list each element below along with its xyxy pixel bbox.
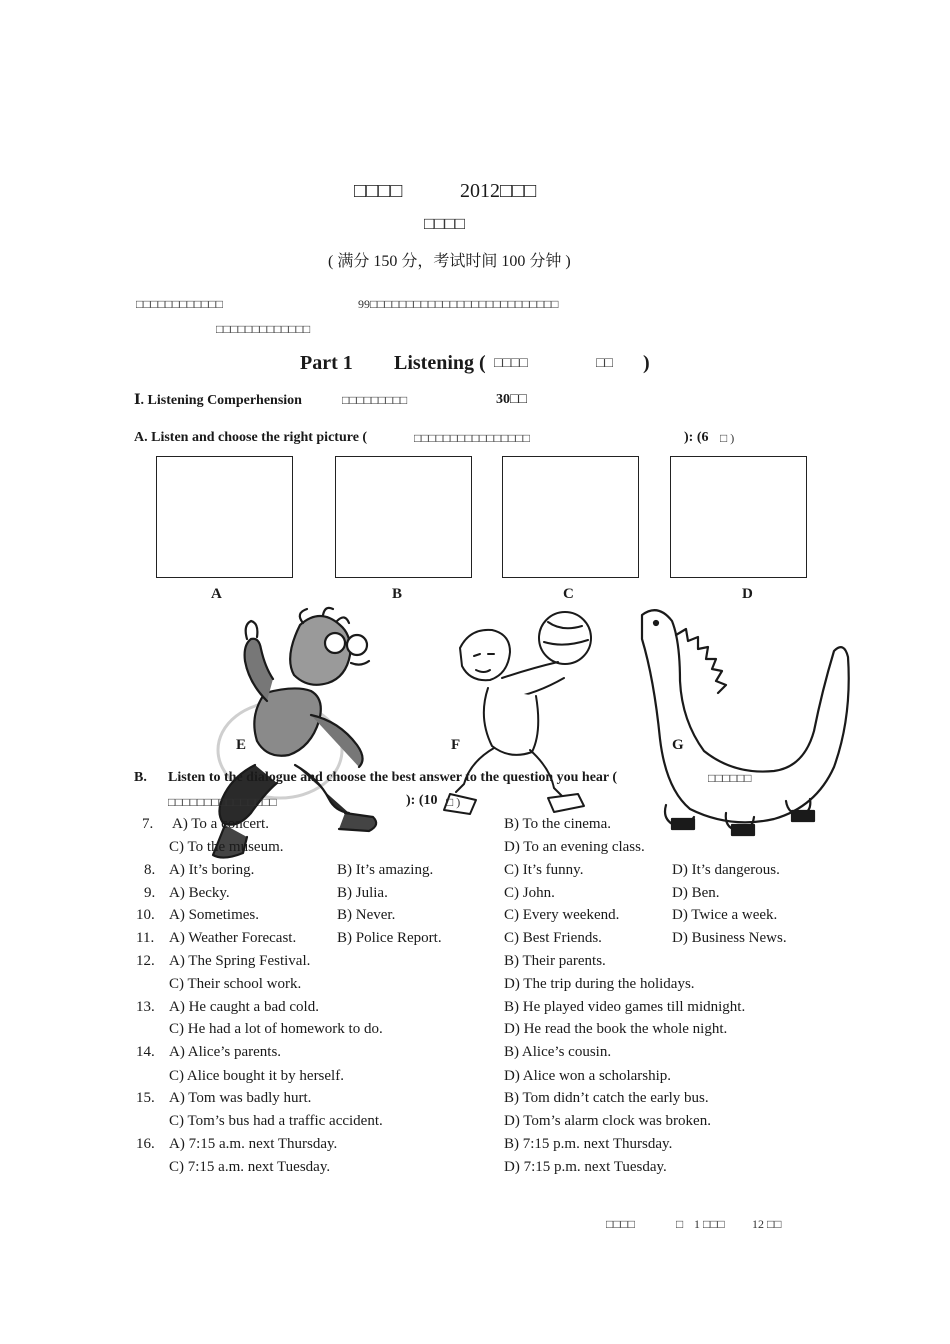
sectionA-heading: A. Listen and choose the right picture ( — [134, 430, 368, 445]
instructions-line1-a: □□□□□□□□□□□□ — [136, 297, 223, 311]
q7-option-b: B) To the cinema. — [504, 816, 611, 832]
picture-label-g: G — [672, 737, 684, 753]
q9-option-a: A) Becky. — [169, 885, 230, 901]
q10-num: 10. — [136, 907, 155, 923]
picture-box-c — [502, 456, 639, 578]
sectionA-tail2: □ ) — [720, 431, 735, 445]
q7-option-a: A) To a concert. — [172, 816, 269, 832]
dinosaur-illustration — [636, 605, 856, 845]
q13-num: 13. — [136, 999, 155, 1015]
footer-page-number: 1 □□□ — [694, 1217, 725, 1231]
q9-num: 9. — [144, 885, 156, 901]
q14-option-b: B) Alice’s cousin. — [504, 1044, 612, 1060]
q8-option-d: D) It’s dangerous. — [672, 862, 780, 878]
q8-option-c: C) It’s funny. — [504, 862, 584, 878]
q16-option-c: C) 7:15 a.m. next Tuesday. — [169, 1159, 331, 1175]
q13-option-c: C) He had a lot of homework to do. — [169, 1021, 383, 1037]
q12-option-c: C) Their school work. — [169, 976, 302, 992]
picture-label-f: F — [451, 737, 461, 753]
q12-option-a: A) The Spring Festival. — [169, 953, 311, 969]
q15-option-c: C) Tom’s bus had a traffic accident. — [169, 1113, 383, 1129]
q9-option-c: C) John. — [504, 885, 555, 901]
part-cn-b: □□ — [596, 356, 613, 371]
part-listening: Listening ( — [394, 352, 486, 374]
instructions-line2: □□□□□□□□□□□□□ — [216, 322, 311, 336]
section1-heading: Ⅰ. Listening Comperhension — [134, 393, 302, 408]
sectionB-cn-line2: □□□□□□□□□□□□□□□ — [168, 795, 277, 809]
q16-option-d: D) 7:15 p.m. next Tuesday. — [504, 1159, 667, 1175]
q15-option-d: D) Tom’s alarm clock was broken. — [504, 1113, 711, 1129]
q12-option-d: D) The trip during the holidays. — [504, 976, 695, 992]
q7-option-c: C) To the museum. — [169, 839, 284, 855]
q15-option-b: B) Tom didn’t catch the early bus. — [504, 1090, 709, 1106]
footer-left: □□□□ — [606, 1217, 635, 1231]
q16-option-b: B) 7:15 p.m. next Thursday. — [504, 1136, 673, 1152]
q8-option-a: A) It’s boring. — [169, 862, 255, 878]
q15-option-a: A) Tom was badly hurt. — [169, 1090, 312, 1106]
q10-option-c: C) Every weekend. — [504, 907, 620, 923]
q10-option-a: A) Sometimes. — [169, 907, 259, 923]
part-close: ) — [643, 352, 650, 374]
q9-option-b: B) Julia. — [337, 885, 388, 901]
q11-option-c: C) Best Friends. — [504, 930, 602, 946]
q16-num: 16. — [136, 1136, 155, 1152]
q7-option-d: D) To an evening class. — [504, 839, 645, 855]
picture-label-e: E — [236, 737, 247, 753]
section1-cn: □□□□□□□□□ — [342, 393, 408, 407]
score-note: ( 满分 150 分，考试时间 100 分钟 ) — [328, 253, 571, 270]
q12-num: 12. — [136, 953, 155, 969]
q8-num: 8. — [144, 862, 156, 878]
part-cn-a: □□□□ — [494, 356, 528, 371]
q11-option-a: A) Weather Forecast. — [169, 930, 297, 946]
sectionB-heading: Listen to the dialogue and choose the best answer to the question you hear ( — [168, 770, 618, 785]
q10-option-b: B) Never. — [337, 907, 396, 923]
picture-box-a — [156, 456, 293, 578]
footer-total-pages: 12 □□ — [752, 1217, 782, 1231]
q7-num: 7. — [142, 816, 154, 832]
section1-score: 30□□ — [496, 392, 527, 407]
sectionB-score2: □ ) — [446, 795, 461, 809]
q11-num: 11. — [136, 930, 155, 946]
q12-option-b: B) Their parents. — [504, 953, 606, 969]
picture-box-b — [335, 456, 472, 578]
instructions-line1-b: 99□□□□□□□□□□□□□□□□□□□□□□□□□□ — [358, 297, 559, 311]
boy-with-ball-illustration — [440, 608, 610, 828]
q8-option-b: B) It’s amazing. — [337, 862, 434, 878]
q15-num: 15. — [136, 1090, 155, 1106]
picture-label-c: C — [563, 586, 574, 602]
q11-option-d: D) Business News. — [672, 930, 787, 946]
sectionA-cn: □□□□□□□□□□□□□□□□ — [414, 431, 530, 445]
sectionA-tail: ): (6 — [684, 430, 709, 445]
sectionB-score: ): (10 — [406, 793, 438, 808]
q10-option-d: D) Twice a week. — [672, 907, 778, 923]
exam-title-year: 2012□□□ — [460, 180, 537, 202]
sectionB-label: B. — [134, 770, 147, 785]
q13-option-d: D) He read the book the whole night. — [504, 1021, 728, 1037]
picture-label-d: D — [742, 586, 753, 602]
sectionB-cn-tail: □□□□□□ — [708, 771, 752, 785]
q9-option-d: D) Ben. — [672, 885, 720, 901]
picture-label-a: A — [211, 586, 222, 602]
part-label: Part 1 — [300, 352, 353, 374]
q11-option-b: B) Police Report. — [337, 930, 442, 946]
footer-page-prefix: □ — [676, 1217, 684, 1231]
q14-num: 14. — [136, 1044, 155, 1060]
q16-option-a: A) 7:15 a.m. next Thursday. — [169, 1136, 338, 1152]
q13-option-b: B) He played video games till midnight. — [504, 999, 746, 1015]
q13-option-a: A) He caught a bad cold. — [169, 999, 319, 1015]
picture-label-b: B — [392, 586, 403, 602]
picture-box-d — [670, 456, 807, 578]
exam-title-left: □□□□ — [354, 180, 403, 202]
q14-option-a: A) Alice’s parents. — [169, 1044, 282, 1060]
q14-option-c: C) Alice bought it by herself. — [169, 1068, 344, 1084]
exam-subtitle: □□□□ — [424, 214, 466, 233]
q14-option-d: D) Alice won a scholarship. — [504, 1068, 672, 1084]
